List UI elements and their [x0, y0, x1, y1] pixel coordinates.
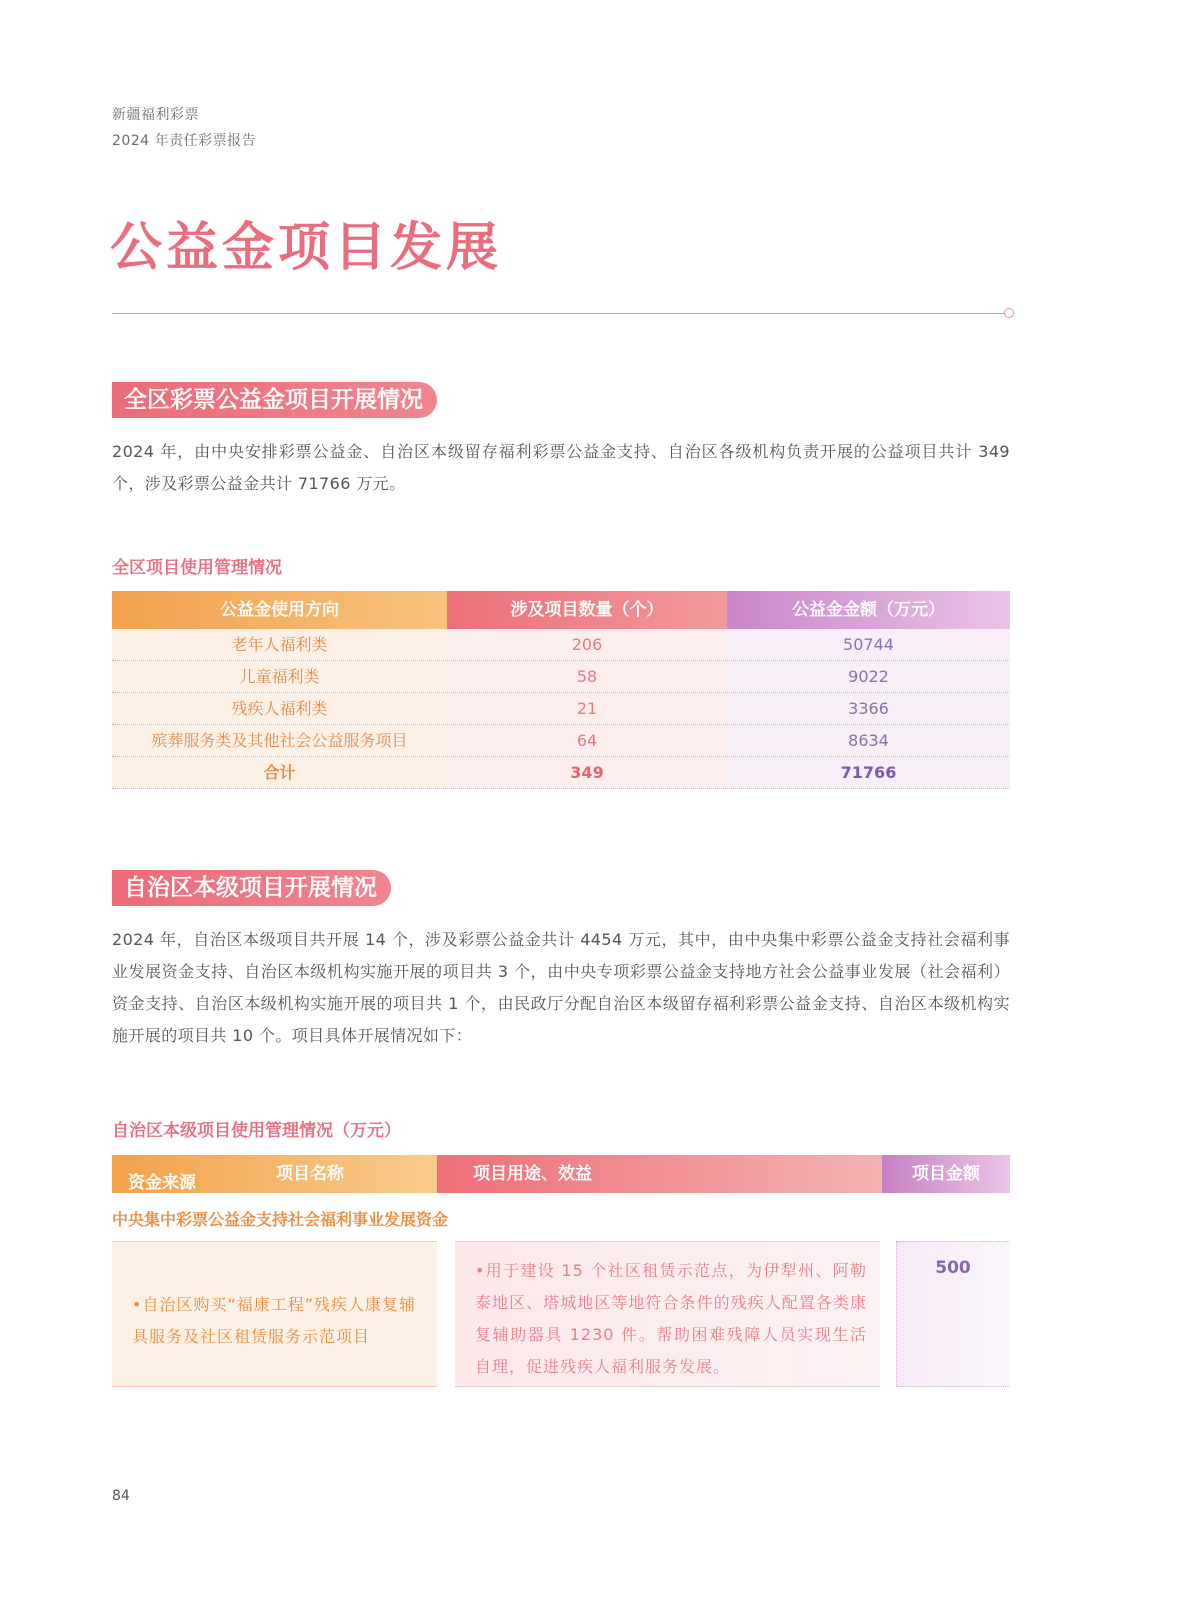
total-label: 合计 — [112, 757, 447, 788]
table-title-regional: 全区项目使用管理情况 — [112, 558, 282, 578]
page-number: 84 — [112, 1488, 130, 1504]
section-heading-autonomous: 自治区本级项目开展情况 — [112, 870, 391, 906]
total-count: 349 — [447, 757, 727, 788]
project-name: •自治区购买“福康工程”残疾人康复辅具服务及社区租赁服务示范项目 — [132, 1295, 417, 1346]
project-amount: 500 — [935, 1258, 971, 1278]
row-count: 58 — [447, 661, 727, 692]
column-header-amount: 公益金金额（万元） — [727, 591, 1010, 629]
section-paragraph-autonomous: 2024 年，自治区本级项目共开展 14 个，涉及彩票公益金共计 4454 万元，其中，由中央集中彩票公益金支持社会福利事业发展资金支持、自治区本级机构实施开展的项目共 3 个，由中央专项彩票公益金支持地方社会公益事业发展（社会福利）资金支持、自治区本级机构实施开展的项目共 1 个，由民政厅分配自治区本级留存福利彩票公益金支持、自治区本级机构实施开展的项目共 10 个。项目具体开展情况如下： — [112, 930, 1010, 1045]
column-header-amount: 项目金额 — [882, 1155, 1010, 1193]
header-org: 新疆福利彩票 — [112, 107, 199, 123]
row-count: 21 — [447, 693, 727, 724]
row-amount: 9022 — [727, 661, 1010, 692]
regional-usage-table — [112, 591, 1010, 789]
row-count: 64 — [447, 725, 727, 756]
section-heading-regional: 全区彩票公益金项目开展情况 — [112, 382, 437, 418]
divider-end-dot — [1004, 308, 1014, 318]
table-total-row — [112, 757, 1010, 789]
column-header-count: 涉及项目数量（个） — [447, 591, 727, 629]
column-header-source: 资金来源 — [128, 1173, 196, 1193]
table-row — [112, 725, 1010, 757]
row-count: 206 — [447, 629, 727, 660]
table-row — [112, 629, 1010, 661]
table-row — [112, 661, 1010, 693]
header-report-title: 2024 年责任彩票报告 — [112, 133, 257, 149]
fund-source-group-label: 中央集中彩票公益金支持社会福利事业发展资金 — [112, 1210, 449, 1229]
row-category: 残疾人福利类 — [112, 693, 447, 724]
header-source-name-block — [112, 1155, 437, 1193]
column-header-direction: 公益金使用方向 — [112, 591, 447, 629]
row-category: 儿童福利类 — [112, 661, 447, 692]
project-use: •用于建设 15 个社区租赁示范点，为伊犁州、阿勒泰地区、塔城地区等地符合条件的残疾人配置各类康复辅助器具 1230 件。帮助困难残障人员实现生活自理，促进残疾人福利服务发展。 — [475, 1261, 867, 1376]
row-amount: 8634 — [727, 725, 1010, 756]
row-amount: 50744 — [727, 629, 1010, 660]
total-amount: 71766 — [727, 757, 1010, 788]
column-header-project-name: 项目名称 — [276, 1164, 344, 1184]
column-header-use: 项目用途、效益 — [437, 1155, 882, 1193]
row-amount: 3366 — [727, 693, 1010, 724]
table-title-autonomous: 自治区本级项目使用管理情况（万元） — [112, 1121, 401, 1141]
table-header-row — [112, 591, 1010, 629]
page-title: 公益金项目发展 — [110, 217, 503, 278]
section-paragraph-regional: 2024 年，由中央安排彩票公益金、自治区本级留存福利彩票公益金支持、自治区各级机构负责开展的公益项目共计 349 个，涉及彩票公益金共计 71766 万元。 — [112, 442, 1010, 493]
title-divider — [112, 313, 1005, 314]
row-category: 老年人福利类 — [112, 629, 447, 660]
row-category: 殡葬服务类及其他社会公益服务项目 — [112, 725, 447, 756]
autonomous-table-header — [112, 1155, 1010, 1193]
table-row — [112, 693, 1010, 725]
